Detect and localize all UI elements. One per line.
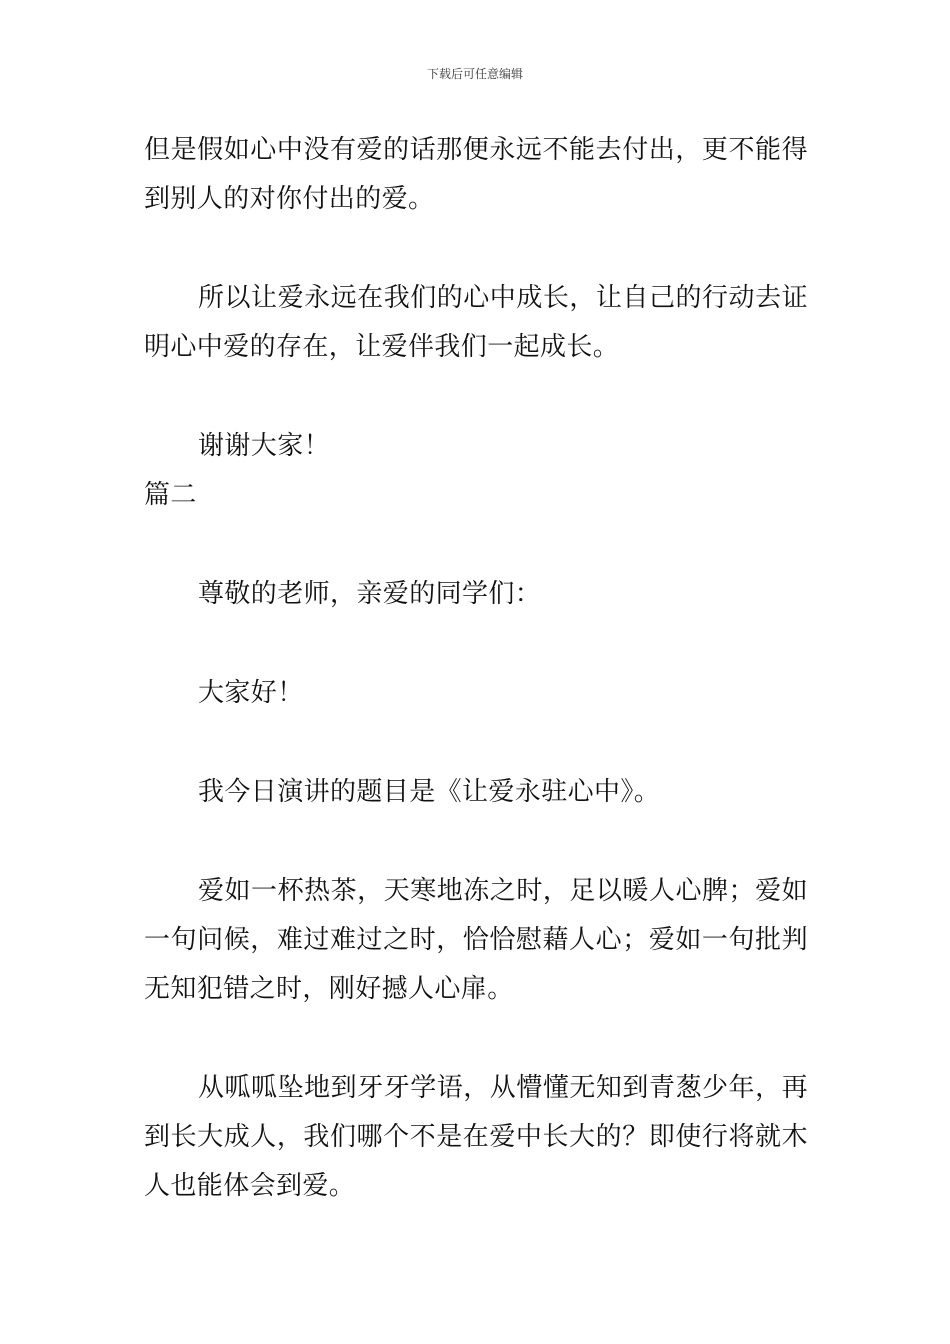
- paragraph-thanks: 谢谢大家！: [198, 431, 331, 461]
- section-heading: 篇二: [144, 480, 197, 510]
- paragraph-1: 但是假如心中没有爱的话那便永远不能去付出，更不能得到别人的对你付出的爱。: [144, 135, 808, 214]
- paragraph-topic: 我今日演讲的题目是《让爱永驻心中》。: [198, 777, 661, 807]
- paragraph-growing-up: 从呱呱坠地到牙牙学语，从懵懂无知到青葱少年，再到长大成人，我们哪个不是在爱中长大的？即使行将就木人也能体会到爱。: [144, 1073, 808, 1201]
- paragraph-salutation: 尊敬的老师，亲爱的同学们：: [198, 579, 542, 609]
- paragraph-greeting: 大家好！: [198, 678, 304, 708]
- page-header: 下载后可任意编辑: [426, 67, 523, 81]
- document-body: [144, 126, 808, 1211]
- paragraph-2: 所以让爱永远在我们的心中成长，让自己的行动去证明心中爱的存在，让爱伴我们一起成长。: [144, 283, 808, 362]
- paragraph-love-metaphor: 爱如一杯热茶，天寒地冻之时，足以暖人心脾；爱如一句问候，难过难过之时，恰恰慰藉人心；爱如一句批判无知犯错之时，刚好撼人心扉。: [144, 876, 808, 1004]
